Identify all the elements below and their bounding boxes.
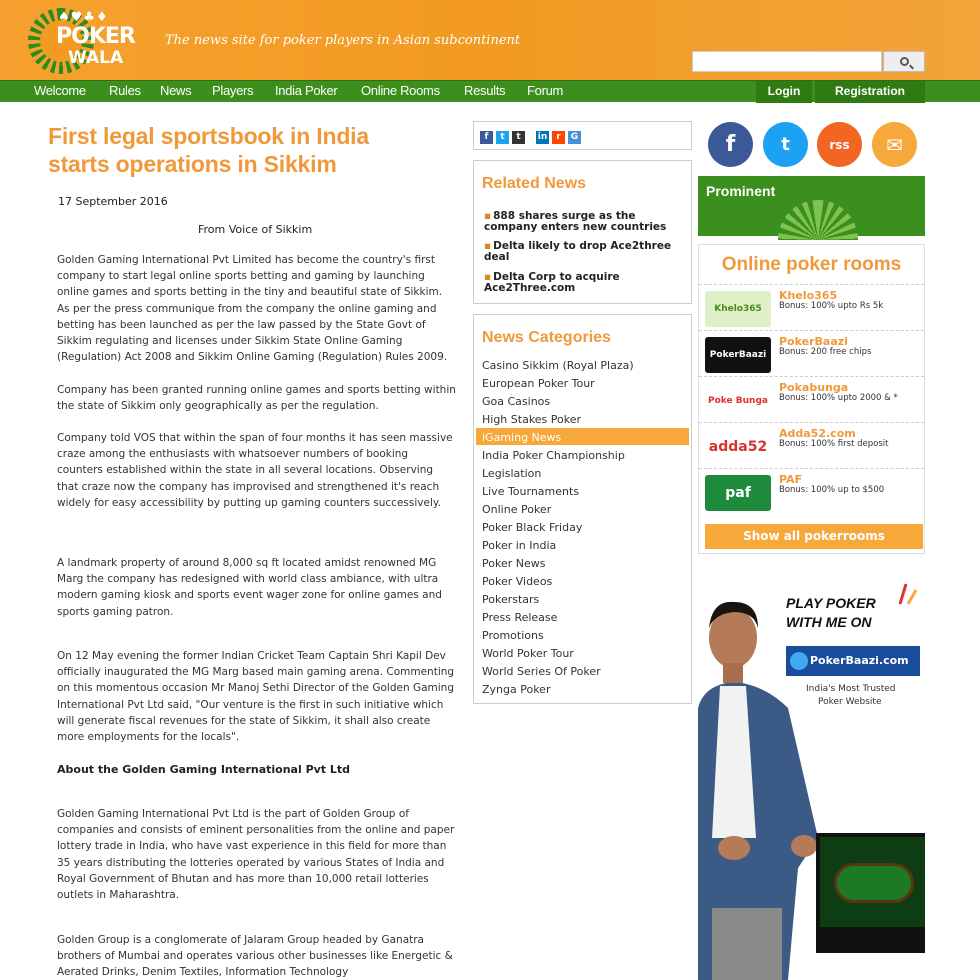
search-button[interactable]: [883, 51, 925, 72]
category-link[interactable]: Zynga Poker: [482, 683, 551, 696]
poker-room-logo[interactable]: Khelo365: [705, 291, 771, 327]
related-news-item[interactable]: ▪ 888 shares surge as the company enters new countries: [484, 210, 667, 233]
article-source: From Voice of Sikkim: [198, 223, 313, 236]
poker-room-bonus: Bonus: 100% first deposit: [779, 439, 889, 449]
facebook-icon[interactable]: f: [708, 122, 753, 167]
poker-room-bonus: Bonus: 100% up to $500: [779, 485, 885, 495]
share-bar: [473, 121, 692, 150]
facebook-share-icon[interactable]: f: [480, 131, 493, 144]
poker-room-name[interactable]: PAF: [779, 473, 803, 486]
nav-rules[interactable]: Rules: [109, 83, 141, 98]
nav-india-poker[interactable]: India Poker: [275, 83, 338, 98]
google-share-icon[interactable]: G: [568, 131, 581, 144]
article: [48, 122, 458, 979]
category-link[interactable]: Live Tournaments: [482, 485, 580, 498]
poker-room-row[interactable]: [699, 330, 924, 376]
main-nav: [0, 80, 980, 102]
poker-room-bonus: Bonus: 100% upto Rs 5k: [779, 301, 884, 311]
poker-room-logo[interactable]: paf: [705, 475, 771, 511]
article-paragraph: Golden Gaming International Pvt Limited has become the country's first company to start legal online sports betting and gaming by launching online games and sports betting in the tiny and beautiful state of Sikkim. As per the press communique from the company the online gaming and betting has been launched as per the law passed by the State Govt of Sikkim regulating and licenses under Sikkim State Online Gaming (Regulation) Act 2008 and Sikkim Online Gaming (Regulation) Rules 2009.: [57, 254, 448, 364]
article-paragraph: Golden Gaming International Pvt Ltd is the part of Golden Group of companies and consists of eminent personalities from the online and paper lottery trade in India, who have vast experience in this field for more than 35 years distributing the lotteries operated by various States of India and Royal Government of Bhutan and has more than 10,000 retail lotteries outlets in Maharashtra.: [57, 808, 455, 902]
site-tagline: The news site for poker players in Asian subcontinent: [165, 33, 521, 48]
nav-players[interactable]: Players: [212, 83, 254, 98]
logo-word-wala: WALA: [68, 48, 124, 68]
article-paragraph: Company told VOS that within the span of four months it has seen massive craze among the enthusiasts with whatsoever numbers of booking counters established within the state in all several locations. Observing that craze now the company has improvised and strengthened it's reach widely for easy accessibility by putting up gaming counters successively.: [57, 432, 453, 509]
article-subheading: About the Golden Gaming International Pvt Ltd: [57, 763, 351, 776]
category-link[interactable]: Legislation: [482, 467, 542, 480]
ad-headline: WITH ME ON: [786, 614, 872, 630]
poker-room-row[interactable]: [699, 422, 924, 468]
related-news-item[interactable]: ▪ Delta Corp to acquire Ace2Three.com: [484, 271, 620, 294]
registration-button[interactable]: Registration: [815, 81, 925, 103]
login-button[interactable]: Login: [756, 81, 812, 103]
site-header: [0, 0, 980, 80]
show-all-pokerrooms-button[interactable]: Show all pokerrooms: [705, 524, 923, 549]
pokerwala-logo[interactable]: [28, 8, 156, 74]
twitter-share-icon[interactable]: t: [496, 131, 509, 144]
category-link[interactable]: Online Poker: [482, 503, 552, 516]
ad-brand-logo: PokerBaazi.com: [786, 646, 920, 676]
rss-icon[interactable]: rss: [817, 122, 862, 167]
online-poker-rooms-box: [698, 244, 925, 554]
poker-room-bonus: Bonus: 100% upto 2000 & *: [779, 393, 898, 403]
ad-subtext: India's Most Trusted: [806, 684, 896, 694]
category-link[interactable]: Goa Casinos: [482, 395, 551, 408]
email-icon[interactable]: ✉: [872, 122, 917, 167]
online-poker-rooms-title: Online poker rooms: [721, 254, 902, 275]
nav-online-rooms[interactable]: Online Rooms: [361, 83, 440, 98]
poker-room-name[interactable]: Adda52.com: [779, 427, 856, 440]
article-title: First legal sportsbook in India starts operations in Sikkim: [48, 123, 369, 177]
article-paragraph: On 12 May evening the former Indian Cricket Team Captain Shri Kapil Dev officially inaugurated the MG Marg based main gaming arena. Commenting on this momentous occasion Mr Manoj Sethi Director of the Golden Gaming International Pvt Ltd said, "Our venture is the first in such initiative which will generate fiscal revenues for the state of Sikkim, it shall also create more employments for the locals".: [57, 650, 455, 744]
category-link[interactable]: Promotions: [482, 629, 544, 642]
category-link[interactable]: Poker Black Friday: [482, 521, 583, 534]
poker-room-row[interactable]: [699, 284, 924, 330]
article-paragraph: Company has been granted running online games and sports betting within the state of Sikkim only geographically as per the regulation.: [57, 384, 456, 413]
poker-room-logo[interactable]: adda52: [705, 429, 771, 465]
article-paragraph: A landmark property of around 8,000 sq ft located amidst renowned MG Marg the company has redesigned with world class ambiance, with ultra modern gaming kiosk and sports event wager zone for online games and sports gaming patron.: [57, 557, 442, 618]
category-link[interactable]: Press Release: [482, 611, 558, 624]
nav-welcome[interactable]: Welcome: [34, 83, 86, 98]
category-link[interactable]: World Series Of Poker: [482, 665, 601, 678]
poker-room-name[interactable]: PokerBaazi: [779, 335, 848, 348]
poker-room-row[interactable]: [699, 376, 924, 422]
ad-headline: PLAY POKER: [786, 595, 876, 611]
poker-room-logo[interactable]: Poke Bunga: [705, 383, 771, 419]
poker-room-logo[interactable]: PokerBaazi: [705, 337, 771, 373]
category-link[interactable]: Poker News: [482, 557, 546, 570]
ad-monitor-illustration: [816, 833, 925, 953]
search-input[interactable]: [692, 51, 882, 72]
pokerbaazi-ad[interactable]: [698, 578, 925, 980]
related-news-item[interactable]: ▪ Delta likely to drop Ace2three deal: [484, 240, 672, 263]
category-link[interactable]: World Poker Tour: [482, 647, 574, 660]
ad-spark-icon: [898, 582, 918, 606]
logo-word-poker: POKER: [56, 24, 135, 49]
nav-results[interactable]: Results: [464, 83, 506, 98]
poker-room-name[interactable]: Pokabunga: [779, 381, 849, 394]
category-link[interactable]: European Poker Tour: [482, 377, 595, 390]
prominent-fan-graphic: [778, 200, 858, 240]
prominent-banner[interactable]: [698, 176, 925, 236]
logo-suits: ♠♥♣♦: [58, 10, 109, 25]
twitter-icon[interactable]: t: [763, 122, 808, 167]
category-link[interactable]: Casino Sikkim (Royal Plaza): [482, 359, 634, 372]
article-date: 17 September 2016: [58, 195, 168, 208]
category-link[interactable]: Poker in India: [482, 539, 557, 552]
poker-room-row[interactable]: [699, 468, 924, 514]
category-link[interactable]: Pokerstars: [482, 593, 540, 606]
poker-room-bonus: Bonus: 200 free chips: [779, 347, 872, 357]
related-news-title: Related News: [482, 175, 587, 192]
related-news-box: [473, 160, 692, 304]
reddit-share-icon[interactable]: r: [552, 131, 565, 144]
nav-news[interactable]: News: [160, 83, 192, 98]
article-paragraph: Golden Group is a conglomerate of Jalaram Group headed by Ganatra brothers of Mumbai and operates various other businesses like Energetic & Aerated Drinks, Denim Textiles, Information Technology: [57, 934, 453, 979]
pokerbaazi-logo-icon: [790, 652, 808, 670]
category-link[interactable]: High Stakes Poker: [482, 413, 582, 426]
tumblr-share-icon[interactable]: t: [512, 131, 525, 144]
category-link[interactable]: iGaming News: [482, 431, 562, 444]
category-link[interactable]: India Poker Championship: [482, 449, 625, 462]
prominent-title: Prominent: [706, 183, 776, 199]
news-categories-box: [473, 314, 692, 704]
search-icon: [900, 57, 909, 66]
category-link[interactable]: Poker Videos: [482, 575, 553, 588]
poker-room-name[interactable]: Khelo365: [779, 289, 838, 302]
news-categories-title: News Categories: [482, 329, 611, 346]
linkedin-share-icon[interactable]: in: [537, 132, 548, 142]
nav-forum[interactable]: Forum: [527, 83, 564, 98]
ad-subtext: Poker Website: [818, 697, 882, 707]
